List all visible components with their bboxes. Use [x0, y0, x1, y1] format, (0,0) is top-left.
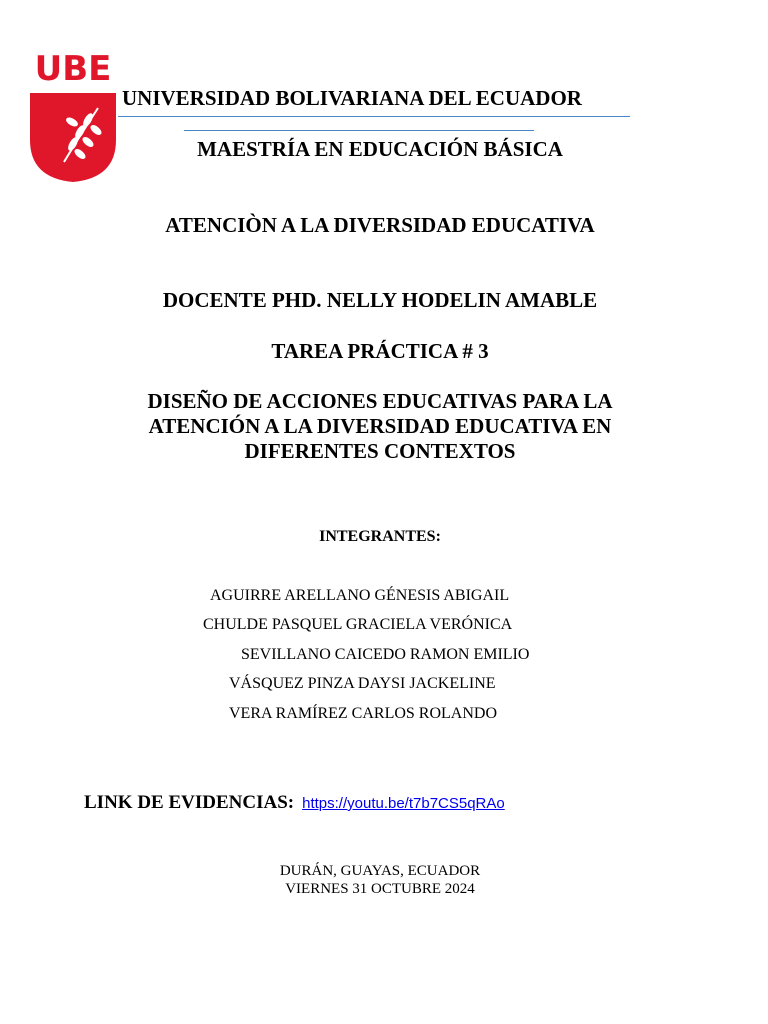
course-title: ATENCIÒN A LA DIVERSIDAD EDUCATIVA [165, 213, 595, 237]
date: VIERNES 31 OCTUBRE 2024 [285, 881, 475, 897]
logo-text: UBE [34, 50, 112, 89]
evidence-row [84, 792, 505, 814]
assignment-title-line: DIFERENTES CONTEXTOS [244, 439, 516, 463]
university-logo [28, 50, 118, 184]
member-name: VERA RAMÍREZ CARLOS ROLANDO [229, 705, 498, 722]
member-name: SEVILLANO CAICEDO RAMON EMILIO [241, 646, 530, 663]
member-name: AGUIRRE ARELLANO GÉNESIS ABIGAIL [210, 587, 510, 604]
header-divider-bottom [184, 130, 534, 131]
assignment-title-line: ATENCIÓN A LA DIVERSIDAD EDUCATIVA EN [148, 414, 612, 438]
member-name: VÁSQUEZ PINZA DAYSI JACKELINE [229, 675, 496, 692]
assignment-title [100, 389, 660, 464]
assignment-title-line: DISEÑO DE ACCIONES EDUCATIVAS PARA LA [147, 389, 613, 413]
member-name: CHULDE PASQUEL GRACIELA VERÓNICA [203, 616, 513, 633]
header-divider-top [118, 116, 630, 117]
evidence-label: LINK DE EVIDENCIAS: [84, 792, 295, 813]
teacher-name: DOCENTE PHD. NELLY HODELIN AMABLE [162, 288, 598, 312]
evidence-link[interactable]: https://youtu.be/t7b7CS5qRAo [302, 795, 505, 812]
location: DURÁN, GUAYAS, ECUADOR [279, 863, 481, 879]
task-title: TAREA PRÁCTICA # 3 [271, 339, 489, 363]
ube-shield-logo [28, 50, 118, 184]
program-title: MAESTRÍA EN EDUCACIÓN BÁSICA [197, 137, 563, 161]
members-label: INTEGRANTES: [319, 528, 441, 545]
university-name: UNIVERSIDAD BOLIVARIANA DEL ECUADOR [122, 86, 582, 110]
